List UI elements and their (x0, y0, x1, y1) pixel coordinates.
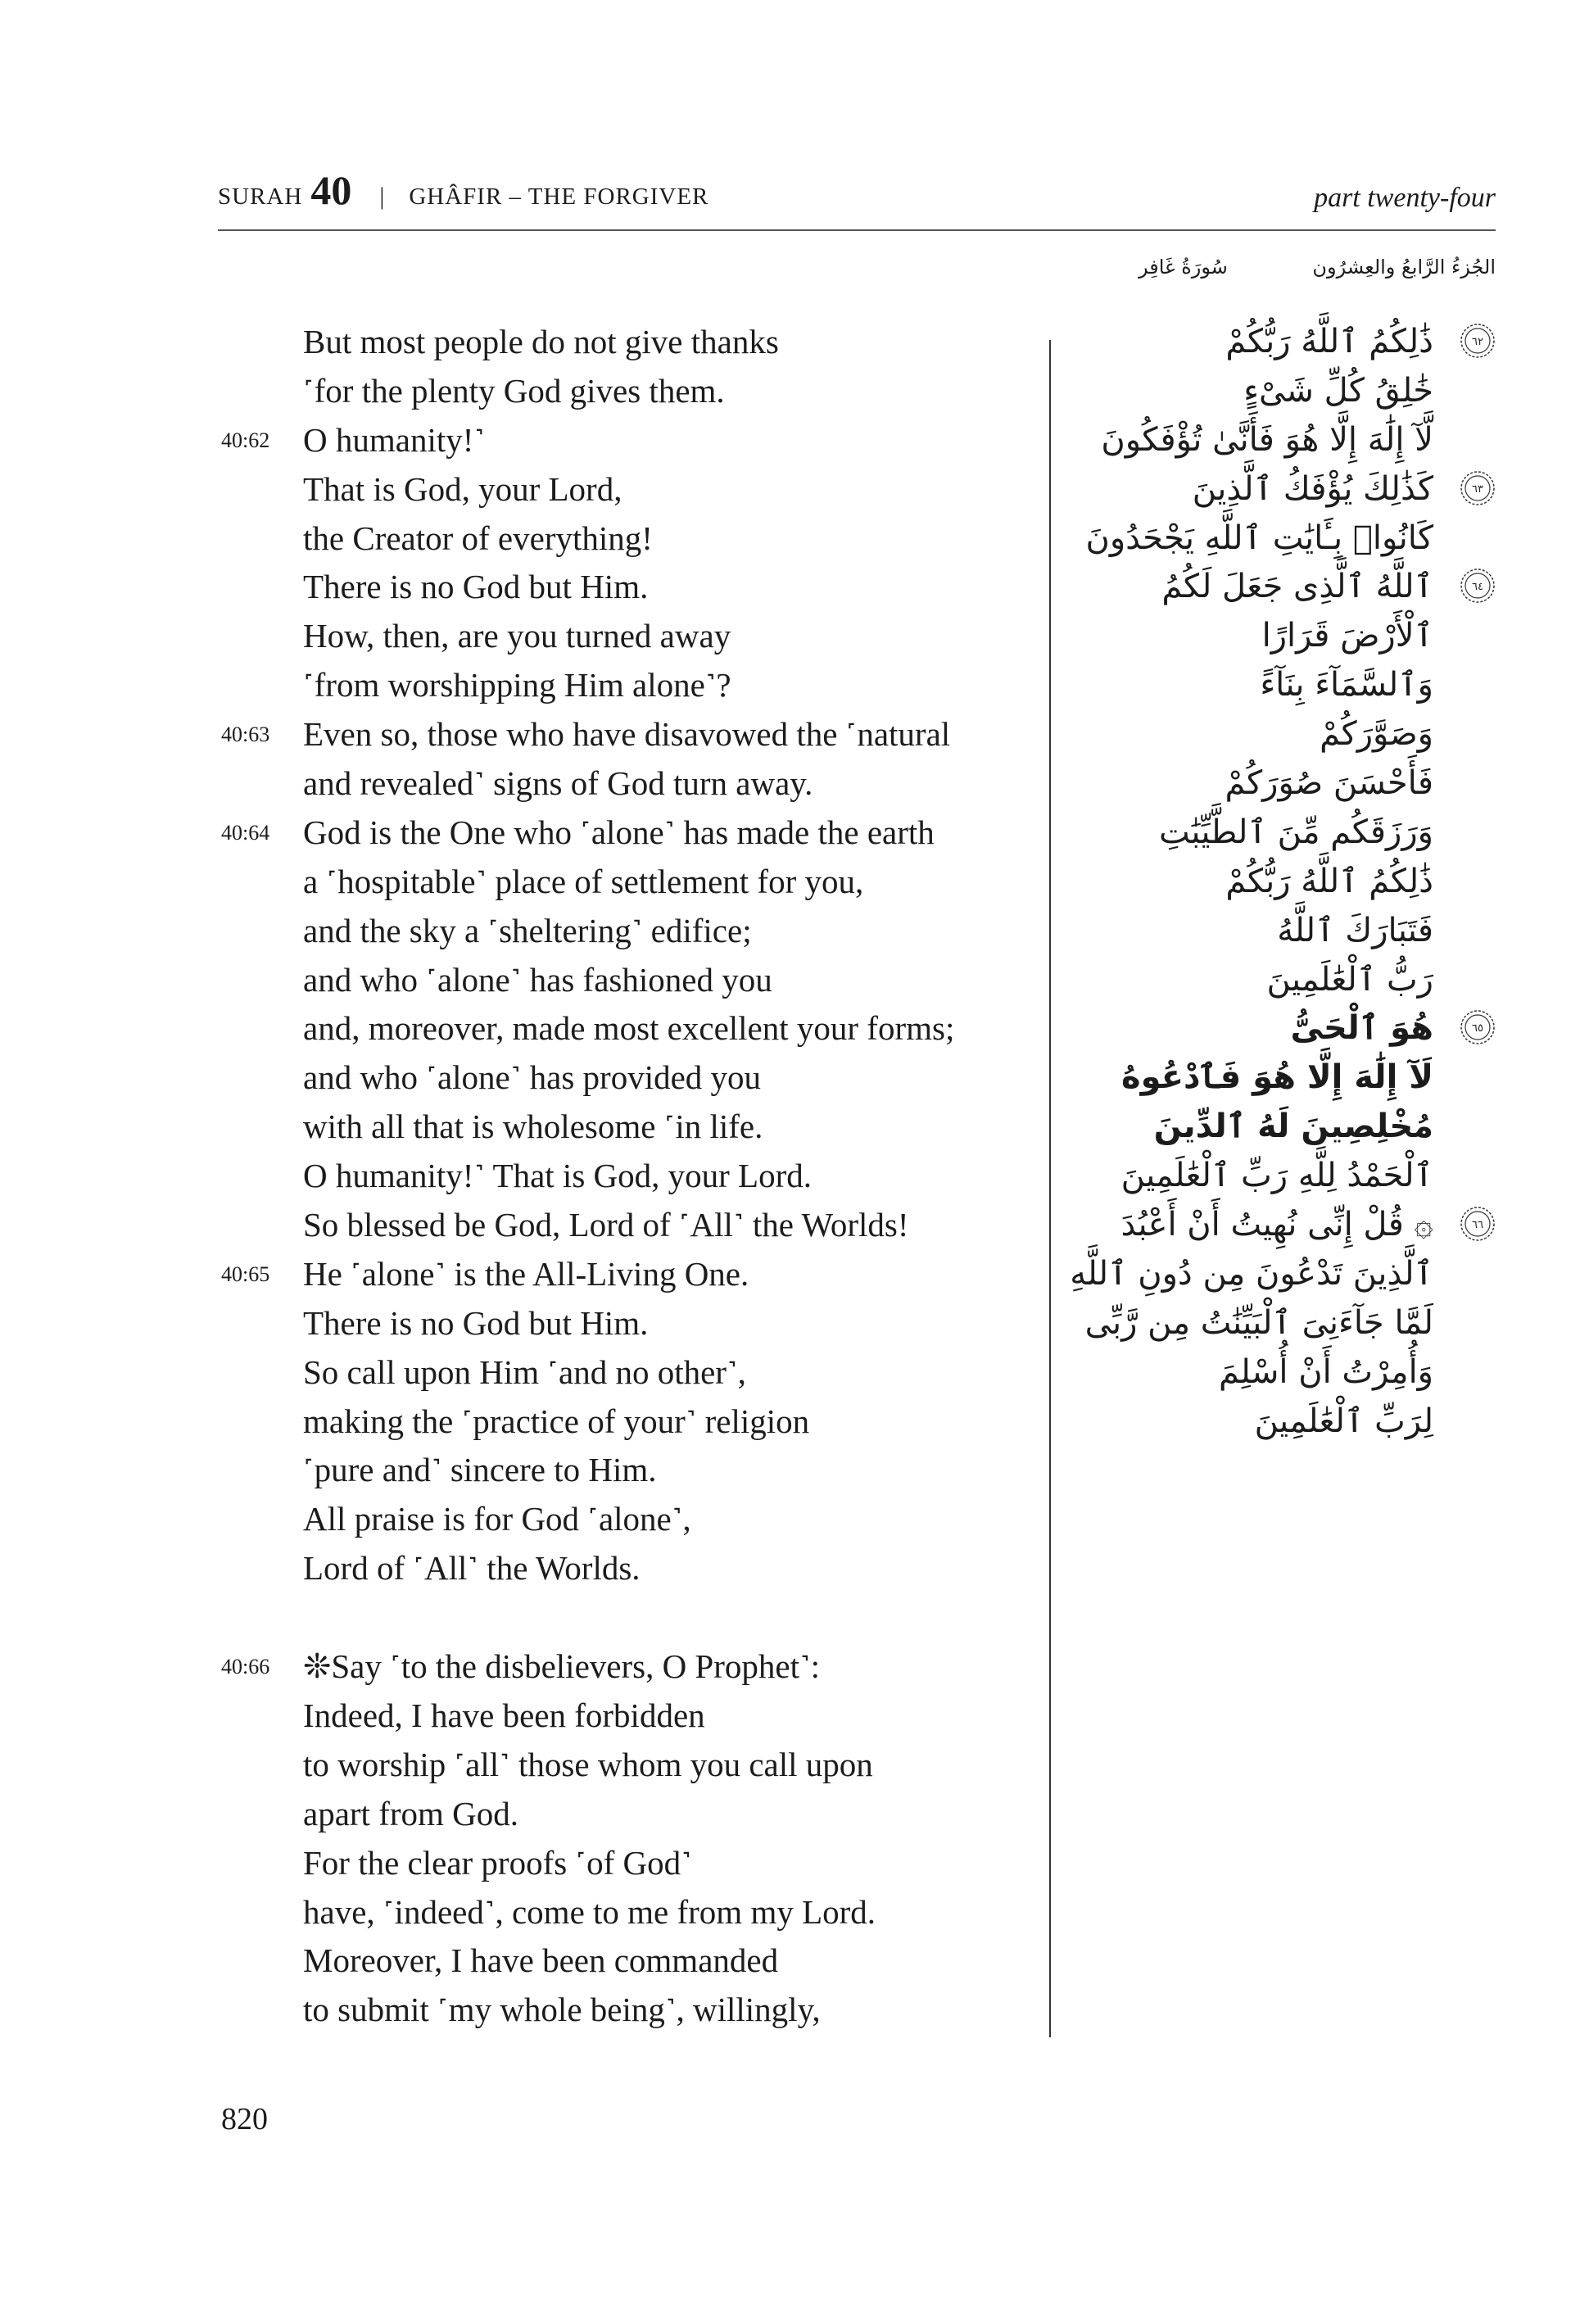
translation-line (221, 1544, 1032, 1593)
verse-reference: 40:63 (221, 723, 270, 747)
translation-line (221, 1250, 1032, 1299)
translation-line (221, 318, 1032, 367)
verse-number: ٦٦ (1472, 1219, 1483, 1232)
surah-heading (218, 166, 708, 214)
arabic-line (1065, 1004, 1499, 1053)
translation-text: There is no God but Him. (303, 568, 649, 606)
translation-line (221, 1201, 1032, 1250)
verse-number: ٦٣ (1472, 482, 1483, 496)
arabic-line (1065, 1053, 1499, 1103)
arabic-line (1065, 1299, 1499, 1348)
arabic-verse-text: وَرَزَقَكُم مِّنَ ٱلطَّيِّبَٰتِ (1159, 813, 1433, 851)
translation-text: So blessed be God, Lord of ˹All˺ the Worlds! (303, 1206, 909, 1244)
arabic-verse-text: وَصَوَّرَكُمْ (1320, 715, 1433, 754)
translation-line (221, 367, 1032, 416)
arabic-part-title: الجُزءُ الرَّابعُ والعِشرُون (1312, 256, 1496, 279)
arabic-line (1065, 514, 1499, 564)
verse-reference: 40:66 (221, 1655, 270, 1679)
translation-line (221, 1299, 1032, 1348)
arabic-line (1065, 1201, 1499, 1250)
arabic-verse-text: ٱلْحَمْدُ لِلَّهِ رَبِّ ٱلْعَٰلَمِينَ (1120, 1157, 1433, 1195)
verse-number-marker (1460, 568, 1496, 604)
translation-line (221, 1642, 1032, 1692)
verse-reference: 40:65 (221, 1262, 270, 1286)
translation-line (221, 858, 1032, 907)
translation-text: Indeed, I have been forbidden (303, 1696, 705, 1734)
english-translation (221, 318, 1032, 2035)
translation-text: Even so, those who have disavowed the ˹natural (303, 715, 951, 754)
translation-line (221, 1839, 1032, 1888)
arabic-verse-text: ۞ قُلْ إِنِّى نُهِيتُ أَنْ أَعْبُدَ (1120, 1206, 1433, 1244)
translation-text: How, then, are you turned away (303, 617, 731, 655)
translation-text: So call upon Him ˹and no other˺, (303, 1352, 746, 1391)
arabic-verse-text: لَآ إِلَٰهَ إِلَّا هُوَ فَٱدْعُوهُ (1121, 1058, 1433, 1097)
translation-line (221, 956, 1032, 1005)
translation-line (221, 759, 1032, 809)
arabic-verse-text: ذَٰلِكُمُ ٱللَّهُ رَبُّكُمْ (1225, 862, 1433, 900)
translation-text: For the clear proofs ˹of God˺ (303, 1843, 692, 1882)
translation-line (221, 809, 1032, 858)
arabic-line (1065, 1103, 1499, 1152)
translation-line (221, 1495, 1032, 1544)
arabic-verse-text: لَمَّا جَآءَنِىَ ٱلْبَيِّنَٰتُ مِن رَّبِّى (1084, 1303, 1433, 1342)
page-number: 820 (221, 2102, 268, 2136)
translation-line (221, 1004, 1032, 1053)
arabic-verse-text: ٱلْأَرْضَ قَرَارًا (1261, 617, 1433, 655)
translation-text: and who ˹alone˺ has provided you (303, 1058, 762, 1097)
translation-line (221, 1790, 1032, 1839)
verse-number-marker (1460, 1009, 1496, 1045)
translation-line (221, 1053, 1032, 1103)
translation-line (221, 661, 1032, 710)
translation-text: But most people do not give thanks (303, 323, 779, 360)
arabic-verse-text: رَبُّ ٱلْعَٰلَمِينَ (1266, 960, 1433, 999)
arabic-line (1065, 1348, 1499, 1398)
translation-text: have, ˹indeed˺, come to me from my Lord. (303, 1892, 876, 1931)
surah-title: GHÂFIR – THE FORGIVER (409, 183, 709, 210)
verse-number-marker (1460, 323, 1496, 359)
translation-text: and the sky a ˹sheltering˺ edifice; (303, 911, 752, 949)
translation-line (221, 416, 1032, 465)
arabic-line (1065, 612, 1499, 661)
arabic-line (1065, 367, 1499, 416)
header-rule (218, 229, 1496, 231)
verse-reference: 40:64 (221, 820, 270, 845)
translation-line (221, 1152, 1032, 1201)
arabic-verse-text: ٱلَّذِينَ تَدْعُونَ مِن دُونِ ٱللَّهِ (1070, 1254, 1433, 1293)
arabic-line (1065, 465, 1499, 514)
arabic-verse-text: خَٰلِقُ كُلِّ شَىْءٍ (1243, 371, 1433, 410)
verse-number: ٦٤ (1472, 581, 1483, 594)
arabic-header (1139, 256, 1496, 297)
translation-line (221, 1741, 1032, 1790)
arabic-verse-text: وَٱلسَّمَآءَ بِنَآءً (1260, 666, 1433, 704)
translation-text: ❊Say ˹to the disbelievers, O Prophet˺: (303, 1647, 821, 1686)
translation-text: a ˹hospitable˺ place of settlement for you, (303, 862, 864, 900)
translation-text: There is no God but Him. (303, 1303, 649, 1342)
arabic-line (1065, 1152, 1499, 1201)
arabic-line (1065, 318, 1499, 367)
arabic-surah-title: سُورَةُ غَافِر (1139, 256, 1228, 279)
translation-line (221, 1986, 1032, 2035)
arabic-verse-text: هُوَ ٱلْحَىُّ (1290, 1009, 1433, 1048)
verse-number: ٦٢ (1472, 336, 1483, 348)
arabic-line (1065, 563, 1499, 612)
arabic-verse-text: كَذَٰلِكَ يُؤْفَكُ ٱلَّذِينَ (1192, 469, 1433, 508)
translation-line (221, 612, 1032, 661)
translation-line (221, 1937, 1032, 1986)
page-header (218, 168, 1496, 225)
translation-text: the Creator of everything! (303, 519, 653, 557)
arabic-verse-text: كَانُوا۟ بِـَٔايَٰتِ ٱللَّهِ يَجْحَدُونَ (1085, 519, 1433, 557)
arabic-line (1065, 907, 1499, 956)
translation-text: ˹for the plenty God gives them. (303, 371, 725, 410)
translation-text: All praise is for God ˹alone˺, (303, 1500, 691, 1538)
translation-line (221, 1398, 1032, 1447)
translation-text: He ˹alone˺ is the All-Living One. (303, 1254, 749, 1293)
translation-text: making the ˹practice of your˺ religion (303, 1402, 810, 1440)
translation-text: God is the One who ˹alone˺ has made the earth (303, 813, 935, 851)
translation-text: and, moreover, made most excellent your forms; (303, 1009, 955, 1048)
verse-reference: 40:62 (221, 428, 270, 452)
arabic-verse-text: لَّآ إِلَٰهَ إِلَّا هُوَ فَأَنَّىٰ تُؤْفَكُونَ (1101, 420, 1433, 459)
translation-line (221, 563, 1032, 612)
translation-line (221, 465, 1032, 514)
translation-text: with all that is wholesome ˹in life. (303, 1108, 763, 1146)
arabic-verse-text: لِرَبِّ ٱلْعَٰلَمِينَ (1254, 1402, 1433, 1440)
arabic-line (1065, 956, 1499, 1005)
translation-line (221, 1888, 1032, 1937)
translation-text: Lord of ˹All˺ the Worlds. (303, 1549, 641, 1588)
arabic-verse-text: مُخْلِصِينَ لَهُ ٱلدِّينَ (1153, 1108, 1433, 1146)
translation-text: ˹pure and˺ sincere to Him. (303, 1451, 657, 1489)
arabic-line (1065, 759, 1499, 809)
translation-text: apart from God. (303, 1794, 518, 1832)
surah-label: SURAH (218, 183, 303, 210)
arabic-line (1065, 416, 1499, 465)
arabic-line (1065, 710, 1499, 759)
translation-line (221, 1692, 1032, 1741)
translation-line (221, 1103, 1032, 1152)
translation-line (221, 1446, 1032, 1495)
translation-line (221, 1593, 1032, 1642)
translation-text: and revealed˺ signs of God turn away. (303, 764, 813, 803)
translation-text: That is God, your Lord, (303, 469, 622, 508)
translation-text: to worship ˹all˺ those whom you call upon (303, 1745, 873, 1783)
arabic-verse-text: ذَٰلِكُمُ ٱللَّهُ رَبُّكُمْ (1225, 323, 1433, 360)
arabic-verse-text: وَأُمِرْتُ أَنْ أُسْلِمَ (1219, 1352, 1433, 1391)
arabic-line (1065, 661, 1499, 710)
column-divider (1049, 340, 1051, 2037)
translation-line (221, 907, 1032, 956)
arabic-line (1065, 809, 1499, 858)
verse-number: ٦٥ (1472, 1022, 1483, 1035)
translation-text: Moreover, I have been commanded (303, 1941, 779, 1980)
verse-number-marker (1460, 470, 1496, 506)
arabic-line (1065, 1398, 1499, 1447)
translation-text: O humanity!˺ That is God, your Lord. (303, 1157, 812, 1195)
translation-line (221, 710, 1032, 759)
arabic-line (1065, 1250, 1499, 1299)
translation-text: ˹from worshipping Him alone˺? (303, 666, 731, 704)
arabic-verse-text: فَتَبَارَكَ ٱللَّهُ (1277, 911, 1433, 949)
translation-line (221, 514, 1032, 564)
arabic-text (1065, 318, 1499, 1446)
translation-text: to submit ˹my whole being˺, willingly, (303, 1991, 821, 2029)
translation-text: O humanity!˺ (303, 420, 486, 459)
translation-line (221, 1348, 1032, 1398)
surah-number: 40 (310, 167, 352, 213)
arabic-verse-text: فَأَحْسَنَ صُوَرَكُمْ (1225, 764, 1433, 803)
arabic-verse-text: ٱللَّهُ ٱلَّذِى جَعَلَ لَكُمُ (1161, 568, 1433, 606)
part-label: part twenty-four (1314, 183, 1496, 213)
translation-text: and who ˹alone˺ has fashioned you (303, 960, 772, 999)
arabic-line (1065, 858, 1499, 907)
verse-number-marker (1460, 1206, 1496, 1242)
header-separator: | (379, 183, 385, 210)
